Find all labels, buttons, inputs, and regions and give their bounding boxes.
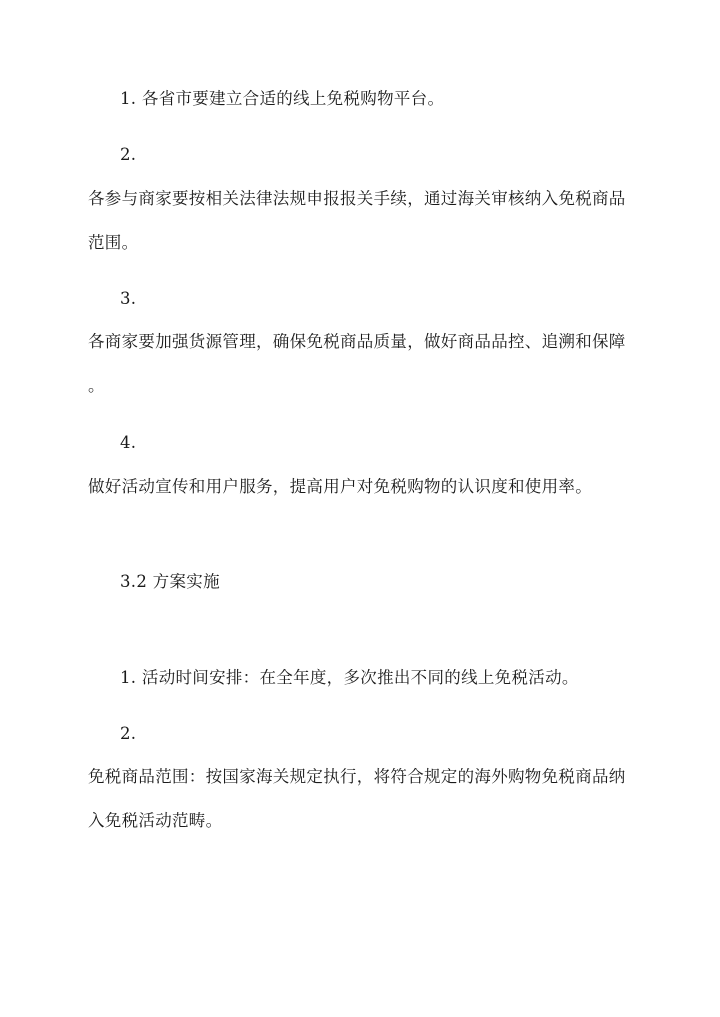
list-item-2-text-cont: 范围。: [88, 233, 139, 252]
list-item-4-text: 做好活动宣传和用户服务，提高用户对免税购物的认识度和使用率。: [88, 477, 592, 496]
list-item-3-text: 各商家要加强货源管理，确保免税商品质量，做好商品品控、追溯和保障: [88, 332, 626, 351]
impl-list-item-2-text: 免税商品范围：按国家海关规定执行，将符合规定的海外购物免税商品纳: [88, 767, 626, 786]
list-number-3: 3.: [120, 289, 137, 308]
list-number-2: 2.: [120, 145, 137, 164]
list-item-2-text: 各参与商家要按相关法律法规申报报关手续，通过海关审核纳入免税商品: [88, 189, 626, 208]
impl-list-item-2-text-cont: 入免税活动范畴。: [88, 811, 223, 830]
list-number-4: 4.: [120, 433, 137, 452]
impl-list-item-1: 1. 活动时间安排：在全年度，多次推出不同的线上免税活动。: [120, 668, 579, 687]
list-item-1: 1. 各省市要建立合适的线上免税购物平台。: [120, 89, 445, 108]
section-heading: 3.2 方案实施: [120, 572, 220, 591]
impl-list-number-2: 2.: [120, 724, 137, 743]
list-item-3-text-cont: 。: [88, 376, 105, 395]
